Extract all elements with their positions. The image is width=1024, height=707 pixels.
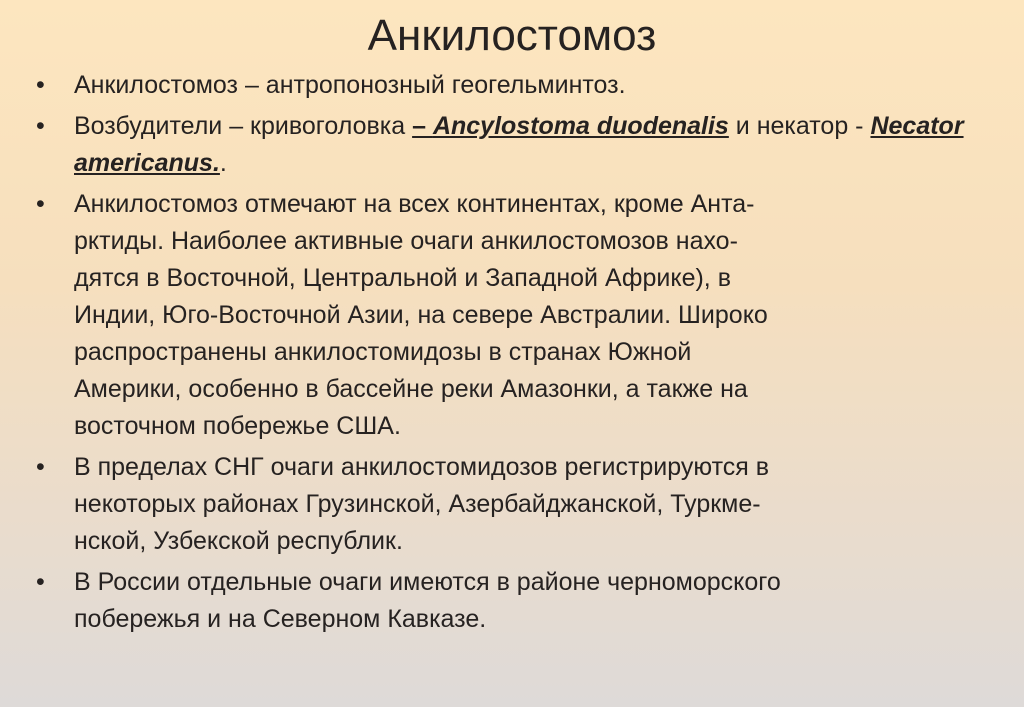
list-item — [0, 186, 1024, 445]
item-line: побережья и на Северном Кавказе. — [74, 605, 487, 633]
item-text-middle: и некатор - — [728, 112, 871, 140]
item-text-suffix: . — [219, 149, 227, 177]
list-item — [0, 449, 1024, 560]
list-item — [0, 564, 1024, 638]
bullet-list — [0, 67, 1024, 642]
item-line: В России отдельные очаги имеются в районе черноморского — [74, 568, 781, 596]
item-line: восточном побережье США. — [74, 412, 401, 440]
bullet-icon: • — [36, 568, 45, 596]
bullet-icon: • — [36, 71, 45, 99]
list-item — [0, 67, 1024, 104]
latin-name-necator: Necator americanus. — [74, 112, 964, 177]
item-line: В пределах СНГ очаги анкилостомидозов регистрируются в — [74, 453, 770, 481]
item-text-prefix: Возбудители – кривоголовка — [74, 112, 413, 140]
bullet-icon: • — [36, 190, 45, 218]
item-line: Индии, Юго-Восточной Азии, на севере Австралии. Широко — [74, 301, 768, 329]
latin-name-ancylostoma: Ancylostoma duodenalis — [432, 112, 729, 140]
item-text: Анкилостомоз – антропонозный геогельминтоз. — [74, 71, 626, 99]
list-item — [0, 108, 1024, 182]
item-line: некоторых районах Грузинской, Азербайджанской, Туркме- — [74, 490, 761, 518]
item-line: распространены анкилостомидозы в странах Южной — [74, 338, 692, 366]
item-line: нской, Узбекской республик. — [74, 527, 403, 555]
slide-title: Анкилостомоз — [367, 11, 657, 60]
item-line: рктиды. Наиболее активные очаги анкилостомозов нахо- — [74, 227, 738, 255]
item-dash: – — [412, 112, 433, 140]
item-line: Америки, особенно в бассейне реки Амазонки, а также на — [74, 375, 748, 403]
item-line: Анкилостомоз отмечают на всех континентах, кроме Анта- — [74, 190, 755, 218]
bullet-icon: • — [36, 453, 45, 481]
item-line: дятся в Восточной, Центральной и Западной Африке), в — [74, 264, 731, 292]
bullet-icon: • — [36, 112, 45, 140]
